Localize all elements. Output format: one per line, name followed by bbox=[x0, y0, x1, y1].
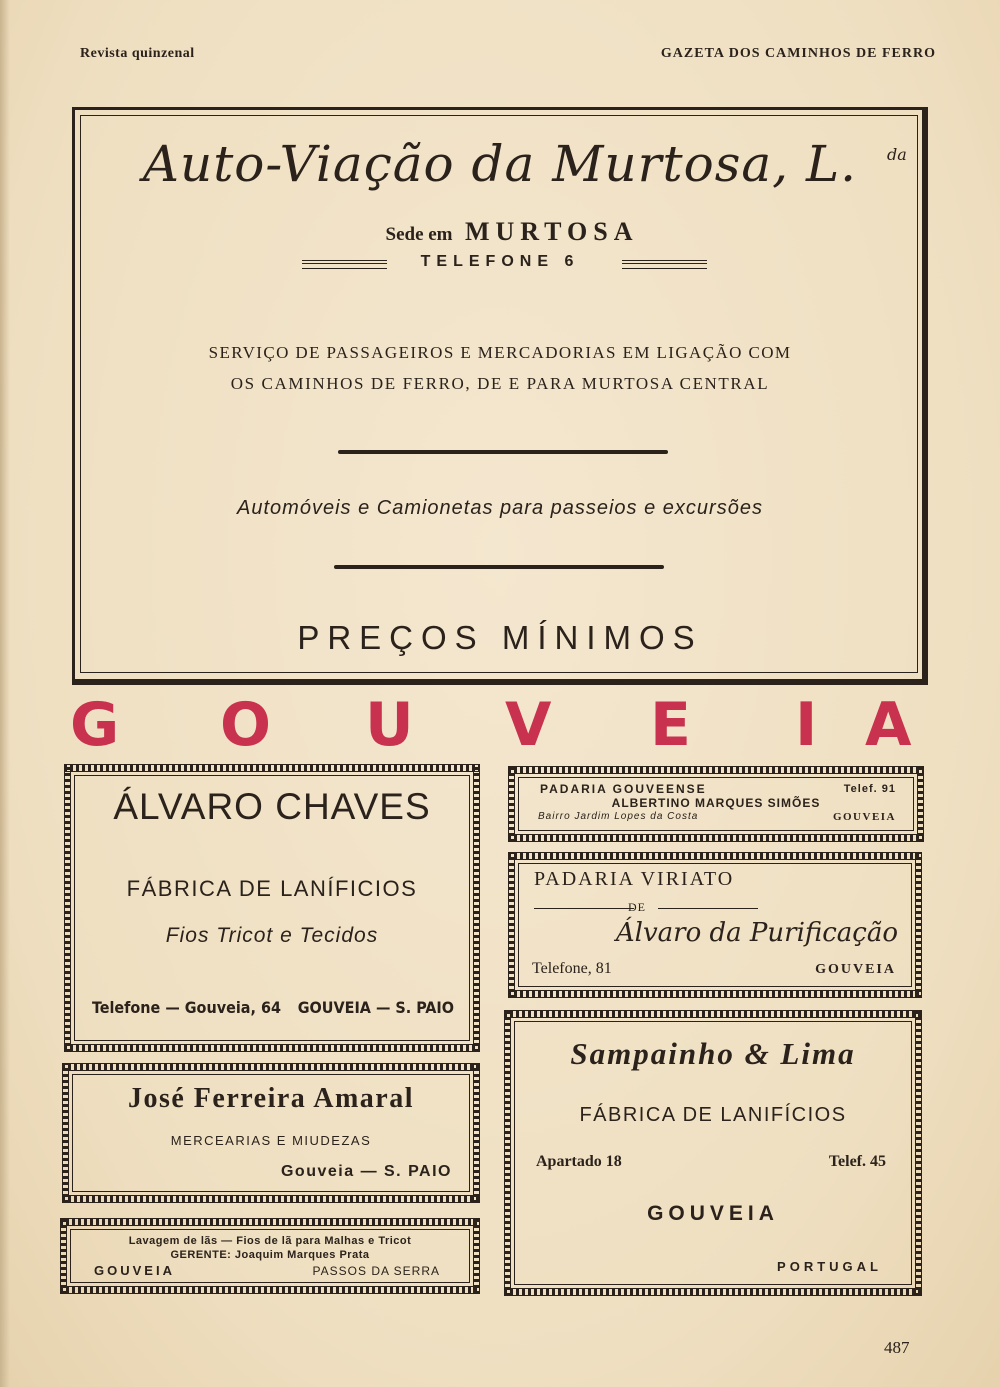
po-box: Apartado 18 bbox=[536, 1153, 622, 1170]
products: Fios Tricot e Tecidos bbox=[165, 924, 379, 947]
location: GOUVEIA bbox=[647, 1202, 779, 1225]
sede-place: MURTOSA bbox=[464, 217, 639, 246]
page-fold-shadow bbox=[0, 0, 10, 1387]
owner: ALBERTINO MARQUES SIMÕES bbox=[611, 796, 821, 810]
advert-frame-inner bbox=[80, 115, 918, 673]
address: Bairro Jardim Lopes da Costa bbox=[538, 811, 699, 822]
country: PORTUGAL bbox=[777, 1259, 882, 1274]
sede-label: Sede em bbox=[385, 224, 453, 245]
business-type: FÁBRICA DE LANIFÍCIOS bbox=[579, 1104, 847, 1126]
banner-letter-e: E bbox=[650, 690, 691, 760]
advert-padaria-gouveense bbox=[508, 766, 924, 842]
phone: Telef. 91 bbox=[843, 783, 896, 795]
decor-line-right bbox=[622, 260, 707, 269]
company-name: PADARIA GOUVEENSE bbox=[540, 782, 707, 796]
header-right: GAZETA DOS CAMINHOS DE FERRO bbox=[660, 46, 936, 61]
telephone: TELEFONE 6 bbox=[420, 253, 580, 270]
business-type: MERCEARIAS E MIUDEZAS bbox=[170, 1133, 372, 1148]
page-number: 487 bbox=[884, 1338, 910, 1357]
company-name: PADARIA VIRIATO bbox=[534, 868, 735, 890]
advert-padaria-viriato bbox=[508, 852, 922, 998]
company-name: José Ferreira Amaral bbox=[127, 1083, 415, 1114]
location-left: GOUVEIA bbox=[94, 1263, 175, 1278]
banner-letter-a: A bbox=[865, 690, 912, 760]
service-line: Lavagem de lãs — Fios de lã para Malhas e Tricot bbox=[128, 1235, 412, 1247]
company-name: Sampainho & Lima bbox=[570, 1036, 856, 1071]
banner-letter-g: G bbox=[70, 690, 120, 760]
header-left: Revista quinzenal bbox=[80, 46, 195, 61]
headquarters-line bbox=[322, 217, 702, 247]
business-type: FÁBRICA DE LANÍFICIOS bbox=[126, 876, 418, 901]
advert-sampainho-lima bbox=[504, 1010, 922, 1296]
location: Gouveia — S. PAIO bbox=[280, 1163, 452, 1180]
de-label: DE bbox=[628, 900, 646, 914]
banner-letter-v: V bbox=[505, 690, 552, 760]
divider-2 bbox=[334, 565, 664, 569]
company-name: Auto-Viação da Murtosa, L. bbox=[142, 135, 858, 193]
company-suffix: da bbox=[887, 145, 907, 164]
divider-1 bbox=[338, 450, 668, 454]
advert-auto-viacao-murtosa bbox=[72, 107, 928, 685]
advert-jose-ferreira-amaral bbox=[62, 1063, 480, 1203]
tagline: Automóveis e Camionetas para passeios e excursões bbox=[237, 497, 763, 519]
company-name: ÁLVARO CHAVES bbox=[113, 786, 431, 827]
decor-line-right bbox=[658, 908, 758, 909]
banner-letter-u: U bbox=[365, 690, 414, 760]
decor-line-left bbox=[534, 908, 634, 909]
service-line-1: SERVIÇO DE PASSAGEIROS E MERCADORIAS EM LIGAÇÃO COM bbox=[208, 343, 792, 362]
location: GOUVEIA bbox=[815, 962, 896, 977]
location-right: PASSOS DA SERRA bbox=[312, 1264, 440, 1278]
banner-letter-o: O bbox=[220, 690, 272, 760]
service-line-2: OS CAMINHOS DE FERRO, DE E PARA MURTOSA CENTRAL bbox=[230, 374, 770, 393]
advert-lavagem-de-las bbox=[60, 1218, 480, 1294]
location: GOUVEIA bbox=[832, 811, 896, 823]
owner: Álvaro da Purificação bbox=[615, 918, 898, 948]
phone: Telefone, 81 bbox=[532, 960, 612, 977]
location: GOUVEIA — S. PAIO bbox=[297, 998, 454, 1017]
town-banner bbox=[60, 690, 940, 760]
phone: Telef. 45 bbox=[828, 1153, 886, 1170]
manager-line: GERENTE: Joaquim Marques Prata bbox=[170, 1249, 370, 1261]
prices-label: PREÇOS MÍNIMOS bbox=[297, 619, 703, 656]
advert-alvaro-chaves bbox=[64, 764, 480, 1052]
phone: Telefone — Gouveia, 64 bbox=[92, 998, 281, 1017]
banner-letter-i: I bbox=[795, 690, 818, 760]
